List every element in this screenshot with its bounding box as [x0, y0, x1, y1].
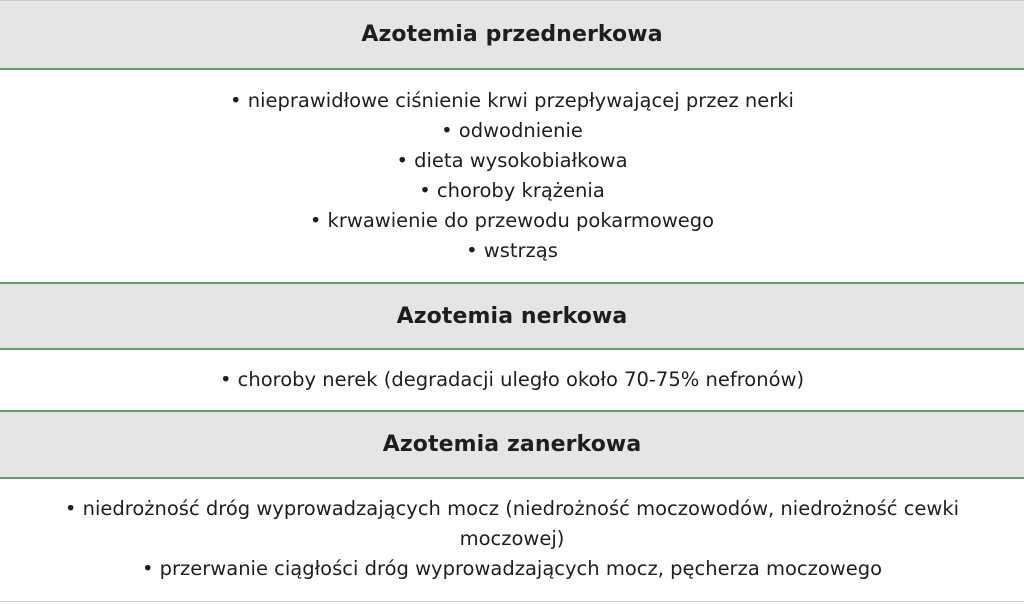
list-item: • choroby krążenia [419, 179, 605, 202]
list-item: • niedrożność dróg wyprowadzających mocz (niedrożność moczowodów, niedrożność cewki [64, 497, 960, 520]
section-title: Azotemia przednerkowa [361, 22, 663, 47]
list-item: • choroby nerek (degradacji uległo około 70-75% nefronów) [219, 368, 805, 391]
section-title: Azotemia zanerkowa [382, 432, 642, 457]
section-header-renal [0, 284, 1024, 348]
section-body-postrenal [0, 479, 1024, 599]
list-item: • krwawienie do przewodu pokarmowego [309, 209, 715, 232]
list-item-continuation: moczowej) [459, 527, 565, 550]
section-title: Azotemia nerkowa [396, 303, 628, 329]
section-body-renal [0, 350, 1024, 410]
bottom-border [0, 601, 1024, 602]
section-header-postrenal [0, 412, 1024, 477]
list-item: • nieprawidłowe ciśnienie krwi przepływającej przez nerki [230, 89, 794, 112]
list-item: • odwodnienie [441, 119, 583, 142]
list-item: • przerwanie ciągłości dróg wyprowadzających mocz, pęcherza moczowego [141, 557, 883, 580]
section-body-prerenal [0, 70, 1024, 282]
list-item: • wstrząs [466, 239, 558, 262]
list-item: • dieta wysokobiałkowa [396, 149, 628, 172]
section-header-prerenal [0, 1, 1024, 68]
